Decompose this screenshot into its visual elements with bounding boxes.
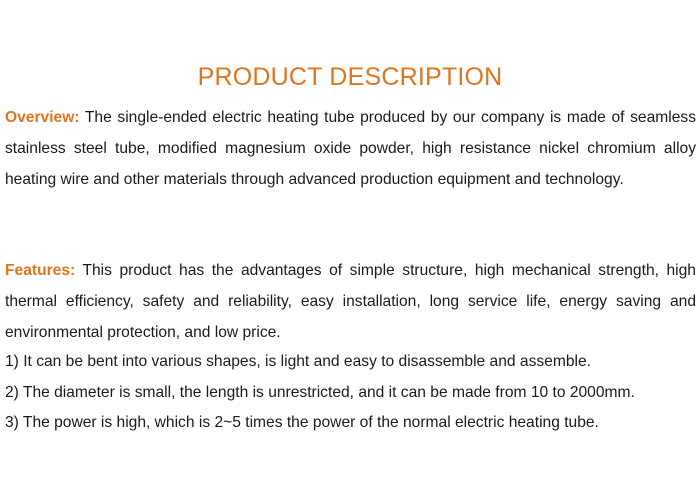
overview-label: Overview:: [5, 109, 80, 126]
overview-paragraph: [5, 103, 696, 195]
features-text: This product has the advantages of simple structure, high mechanical strength, high thermal efficiency, safety and reliability, easy installation, long service life, energy saving and environmental protection, and low price.: [5, 262, 696, 341]
feature-item: 3) The power is high, which is 2~5 times the power of the normal electric heating tube.: [5, 414, 599, 431]
feature-item: 1) It can be bent into various shapes, is light and easy to disassemble and assemble.: [5, 353, 591, 370]
features-paragraph: [5, 256, 696, 348]
features-label: Features:: [5, 262, 76, 279]
feature-list: [5, 347, 696, 439]
feature-item: 2) The diameter is small, the length is unrestricted, and it can be made from 10 to 2000mm.: [5, 383, 635, 401]
page-title: PRODUCT DESCRIPTION: [197, 63, 503, 91]
overview-text: The single-ended electric heating tube produced by our company is made of seamless stainless steel tube, modified magnesium oxide powder, high resistance nickel chromium alloy heating wire and other materials through advanced production equipment and technology.: [5, 109, 696, 188]
